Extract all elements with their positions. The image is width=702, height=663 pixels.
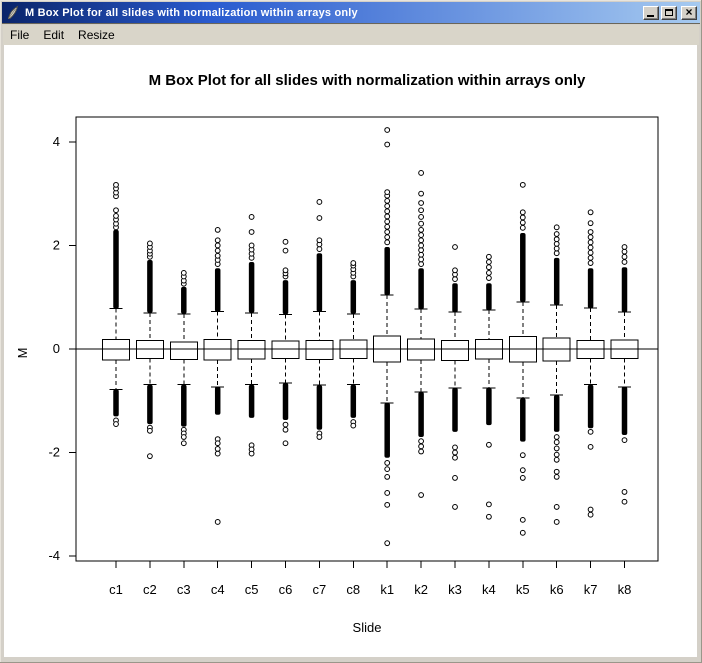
outlier-stem xyxy=(418,268,424,309)
outlier-stem xyxy=(215,268,221,311)
outlier-point xyxy=(385,190,390,195)
outlier-point xyxy=(419,221,424,226)
outlier-stem xyxy=(554,395,560,432)
x-tick-label: c2 xyxy=(143,582,157,597)
outlier-point xyxy=(588,210,593,215)
outlier-point xyxy=(622,260,627,265)
chart-title: M Box Plot for all slides with normalization within arrays only xyxy=(148,72,586,89)
outlier-point xyxy=(554,225,559,230)
outlier-point xyxy=(453,455,458,460)
outlier-point xyxy=(249,451,254,456)
outlier-point xyxy=(588,507,593,512)
outlier-point xyxy=(487,254,492,259)
x-tick-label: k4 xyxy=(482,582,496,597)
outlier-stem xyxy=(554,258,560,305)
outlier-point xyxy=(622,438,627,443)
outlier-point xyxy=(385,199,390,204)
plot-canvas xyxy=(4,45,697,657)
boxplot-c2 xyxy=(136,241,163,597)
outlier-point xyxy=(215,451,220,456)
outlier-stem xyxy=(622,267,628,312)
outlier-stem xyxy=(622,387,628,435)
outlier-point xyxy=(588,250,593,255)
outlier-point xyxy=(453,476,458,481)
outlier-point xyxy=(554,452,559,457)
outlier-stem xyxy=(283,280,289,314)
outlier-stem xyxy=(181,287,187,314)
close-button[interactable] xyxy=(681,6,697,20)
iqr-box xyxy=(272,341,299,358)
outlier-point xyxy=(520,215,525,220)
outlier-point xyxy=(487,502,492,507)
y-axis xyxy=(15,134,76,563)
x-tick-label: k5 xyxy=(515,582,530,597)
outlier-point xyxy=(520,530,525,535)
outlier-point xyxy=(215,248,220,253)
outlier-stem xyxy=(351,385,357,418)
outlier-stem xyxy=(384,247,390,295)
boxplot-k3 xyxy=(442,245,469,597)
outlier-point xyxy=(283,441,288,446)
outlier-stem xyxy=(147,385,153,424)
outlier-point xyxy=(554,505,559,510)
outlier-stem xyxy=(520,233,526,302)
boxplot-c4 xyxy=(204,228,231,597)
menu-bar xyxy=(3,25,699,45)
outlier-point xyxy=(588,255,593,260)
outlier-stem xyxy=(215,387,221,415)
outlier-point xyxy=(554,232,559,237)
outlier-point xyxy=(385,142,390,147)
outlier-point xyxy=(148,428,153,433)
outlier-point xyxy=(520,453,525,458)
outlier-point xyxy=(554,446,559,451)
outlier-point xyxy=(385,209,390,214)
window-titlebar[interactable] xyxy=(2,2,700,24)
outlier-point xyxy=(385,204,390,209)
iqr-box xyxy=(170,342,197,360)
outlier-point xyxy=(385,230,390,235)
maximize-button[interactable] xyxy=(661,6,677,20)
x-tick-label: c7 xyxy=(312,582,327,597)
outlier-point xyxy=(114,208,119,213)
outlier-stem xyxy=(249,262,255,313)
outlier-point xyxy=(419,238,424,243)
iqr-box xyxy=(442,341,469,361)
maximize-icon xyxy=(665,9,673,16)
outlier-point xyxy=(419,201,424,206)
boxplot-c1 xyxy=(103,182,130,597)
y-tick-label: 0 xyxy=(52,341,60,356)
outlier-point xyxy=(114,182,119,187)
outlier-stem xyxy=(486,388,492,425)
outlier-point xyxy=(385,219,390,224)
outlier-point xyxy=(114,422,119,427)
x-tick-label: c8 xyxy=(346,582,361,597)
outlier-point xyxy=(148,241,153,246)
menu-edit[interactable]: Edit xyxy=(43,28,65,42)
outlier-point xyxy=(622,490,627,495)
outlier-point xyxy=(520,468,525,473)
outlier-stem xyxy=(384,403,390,458)
outlier-point xyxy=(453,245,458,250)
outlier-point xyxy=(317,200,322,205)
outlier-point xyxy=(215,243,220,248)
outlier-point xyxy=(588,240,593,245)
menu-resize[interactable]: Resize xyxy=(78,28,115,42)
x-tick-label: c6 xyxy=(278,582,293,597)
outlier-point xyxy=(114,214,119,219)
iqr-box xyxy=(543,338,570,361)
outlier-point xyxy=(622,245,627,250)
outlier-point xyxy=(419,444,424,449)
outlier-point xyxy=(520,182,525,187)
boxplot-figure xyxy=(4,45,697,657)
window-title: M Box Plot for all slides with normalization within arrays only xyxy=(25,6,358,19)
outlier-point xyxy=(351,423,356,428)
boxplot-c5 xyxy=(238,215,265,597)
outlier-point xyxy=(385,491,390,496)
outlier-point xyxy=(588,221,593,226)
outlier-point xyxy=(385,541,390,546)
outlier-point xyxy=(215,228,220,233)
outlier-point xyxy=(249,243,254,248)
outlier-stem xyxy=(283,383,289,420)
outlier-point xyxy=(554,435,559,440)
outlier-stem xyxy=(249,385,255,418)
y-tick-label: -2 xyxy=(48,444,60,460)
outlier-point xyxy=(487,514,492,519)
minimize-icon xyxy=(647,15,654,17)
outlier-point xyxy=(317,435,322,440)
outlier-stem xyxy=(452,283,458,312)
outlier-point xyxy=(588,230,593,235)
outlier-point xyxy=(419,257,424,262)
outlier-point xyxy=(419,252,424,257)
outlier-point xyxy=(520,210,525,215)
outlier-point xyxy=(487,442,492,447)
boxplot-k1 xyxy=(374,128,401,597)
iqr-box xyxy=(577,341,604,359)
outlier-point xyxy=(317,247,322,252)
x-tick-label: k6 xyxy=(549,582,564,597)
x-tick-label: k1 xyxy=(380,582,395,597)
outlier-point xyxy=(385,474,390,479)
outlier-point xyxy=(249,230,254,235)
outlier-point xyxy=(588,235,593,240)
outlier-point xyxy=(181,270,186,275)
outlier-point xyxy=(419,191,424,196)
outlier-stem xyxy=(147,260,153,313)
outlier-stem xyxy=(486,283,492,310)
outlier-point xyxy=(453,450,458,455)
outlier-point xyxy=(554,469,559,474)
iqr-box xyxy=(136,341,163,359)
outlier-point xyxy=(317,216,322,221)
outlier-point xyxy=(419,215,424,220)
outlier-point xyxy=(385,240,390,245)
outlier-point xyxy=(622,254,627,259)
outlier-point xyxy=(588,429,593,434)
outlier-point xyxy=(453,268,458,273)
outlier-point xyxy=(554,520,559,525)
outlier-point xyxy=(317,238,322,243)
outlier-point xyxy=(385,224,390,229)
outlier-point xyxy=(622,499,627,504)
boxplot-k4 xyxy=(475,254,502,597)
x-tick-label: k3 xyxy=(448,582,462,597)
outlier-point xyxy=(148,454,153,459)
x-axis-title: Slide xyxy=(352,620,382,635)
menu-file[interactable]: File xyxy=(10,28,30,42)
outlier-point xyxy=(283,427,288,432)
x-tick-label: c3 xyxy=(176,582,191,597)
outlier-point xyxy=(215,447,220,452)
outlier-point xyxy=(215,520,220,525)
outlier-point xyxy=(419,262,424,267)
outlier-point xyxy=(554,251,559,256)
outlier-point xyxy=(453,277,458,282)
outlier-point xyxy=(283,268,288,273)
outlier-point xyxy=(520,517,525,522)
boxplot-c6 xyxy=(272,239,299,597)
boxplot-c7 xyxy=(306,200,333,597)
x-tick-label: k7 xyxy=(583,582,598,597)
outlier-point xyxy=(554,241,559,246)
outlier-point xyxy=(419,208,424,213)
outlier-point xyxy=(385,214,390,219)
outlier-point xyxy=(453,505,458,510)
outlier-point xyxy=(487,265,492,270)
iqr-box xyxy=(103,340,130,360)
outlier-point xyxy=(419,243,424,248)
outlier-point xyxy=(385,128,390,133)
outlier-point xyxy=(283,422,288,427)
outlier-point xyxy=(215,253,220,258)
close-icon: × xyxy=(685,5,693,19)
iqr-box xyxy=(238,341,265,359)
outlier-point xyxy=(554,457,559,462)
boxplot-k6 xyxy=(543,225,570,597)
outlier-point xyxy=(554,246,559,251)
outlier-stem xyxy=(113,230,119,309)
outlier-point xyxy=(419,449,424,454)
x-tick-label: k2 xyxy=(414,582,428,597)
y-tick-label: -4 xyxy=(48,548,60,564)
outlier-stem xyxy=(181,385,187,427)
outlier-point xyxy=(588,261,593,266)
outlier-point xyxy=(487,276,492,281)
boxplot-k2 xyxy=(408,171,435,597)
outlier-point xyxy=(181,435,186,440)
outlier-point xyxy=(487,270,492,275)
boxplot-c3 xyxy=(170,270,197,597)
outlier-point xyxy=(419,171,424,176)
x-tick-label: c5 xyxy=(244,582,259,597)
outlier-point xyxy=(520,225,525,230)
outlier-point xyxy=(385,502,390,507)
outlier-point xyxy=(215,238,220,243)
outlier-stem xyxy=(588,268,594,308)
y-tick-label: 2 xyxy=(52,237,60,253)
outlier-point xyxy=(419,493,424,498)
outlier-stem xyxy=(418,392,424,437)
outlier-point xyxy=(419,228,424,233)
outlier-point xyxy=(588,245,593,250)
outlier-point xyxy=(215,441,220,446)
boxplot-k7 xyxy=(577,210,604,597)
outlier-point xyxy=(588,512,593,517)
outlier-point xyxy=(283,239,288,244)
x-tick-label: k8 xyxy=(617,582,632,597)
outlier-point xyxy=(249,215,254,220)
outlier-point xyxy=(588,444,593,449)
boxplot-c8 xyxy=(340,261,367,597)
outlier-point xyxy=(283,248,288,253)
outlier-stem xyxy=(317,385,323,430)
x-tick-label: c1 xyxy=(109,582,123,597)
x-tick-label: c4 xyxy=(210,582,225,597)
outlier-point xyxy=(419,233,424,238)
outlier-point xyxy=(487,260,492,265)
r-graphics-feather-icon xyxy=(5,5,21,21)
y-tick-label: 4 xyxy=(52,133,60,149)
y-axis-title: M xyxy=(15,347,30,359)
iqr-box xyxy=(306,341,333,360)
outlier-point xyxy=(385,235,390,240)
iqr-box xyxy=(408,339,435,360)
outlier-point xyxy=(453,445,458,450)
outlier-stem xyxy=(588,385,594,428)
outlier-stem xyxy=(351,280,357,314)
minimize-button[interactable] xyxy=(643,6,659,20)
outlier-point xyxy=(520,220,525,225)
outlier-stem xyxy=(317,253,323,312)
outlier-point xyxy=(419,439,424,444)
window-controls xyxy=(641,6,697,20)
iqr-box xyxy=(204,340,231,360)
outlier-point xyxy=(622,249,627,254)
outlier-point xyxy=(554,237,559,242)
outlier-point xyxy=(385,461,390,466)
outlier-point xyxy=(520,476,525,481)
outlier-point xyxy=(554,474,559,479)
outlier-stem xyxy=(452,388,458,432)
outlier-point xyxy=(181,441,186,446)
boxplot-k8 xyxy=(611,245,638,597)
outlier-point xyxy=(351,261,356,266)
outlier-point xyxy=(554,440,559,445)
outlier-point xyxy=(385,467,390,472)
boxplot-k5 xyxy=(509,182,536,597)
outlier-stem xyxy=(113,389,119,416)
outlier-point xyxy=(419,248,424,253)
outlier-stem xyxy=(520,398,526,441)
